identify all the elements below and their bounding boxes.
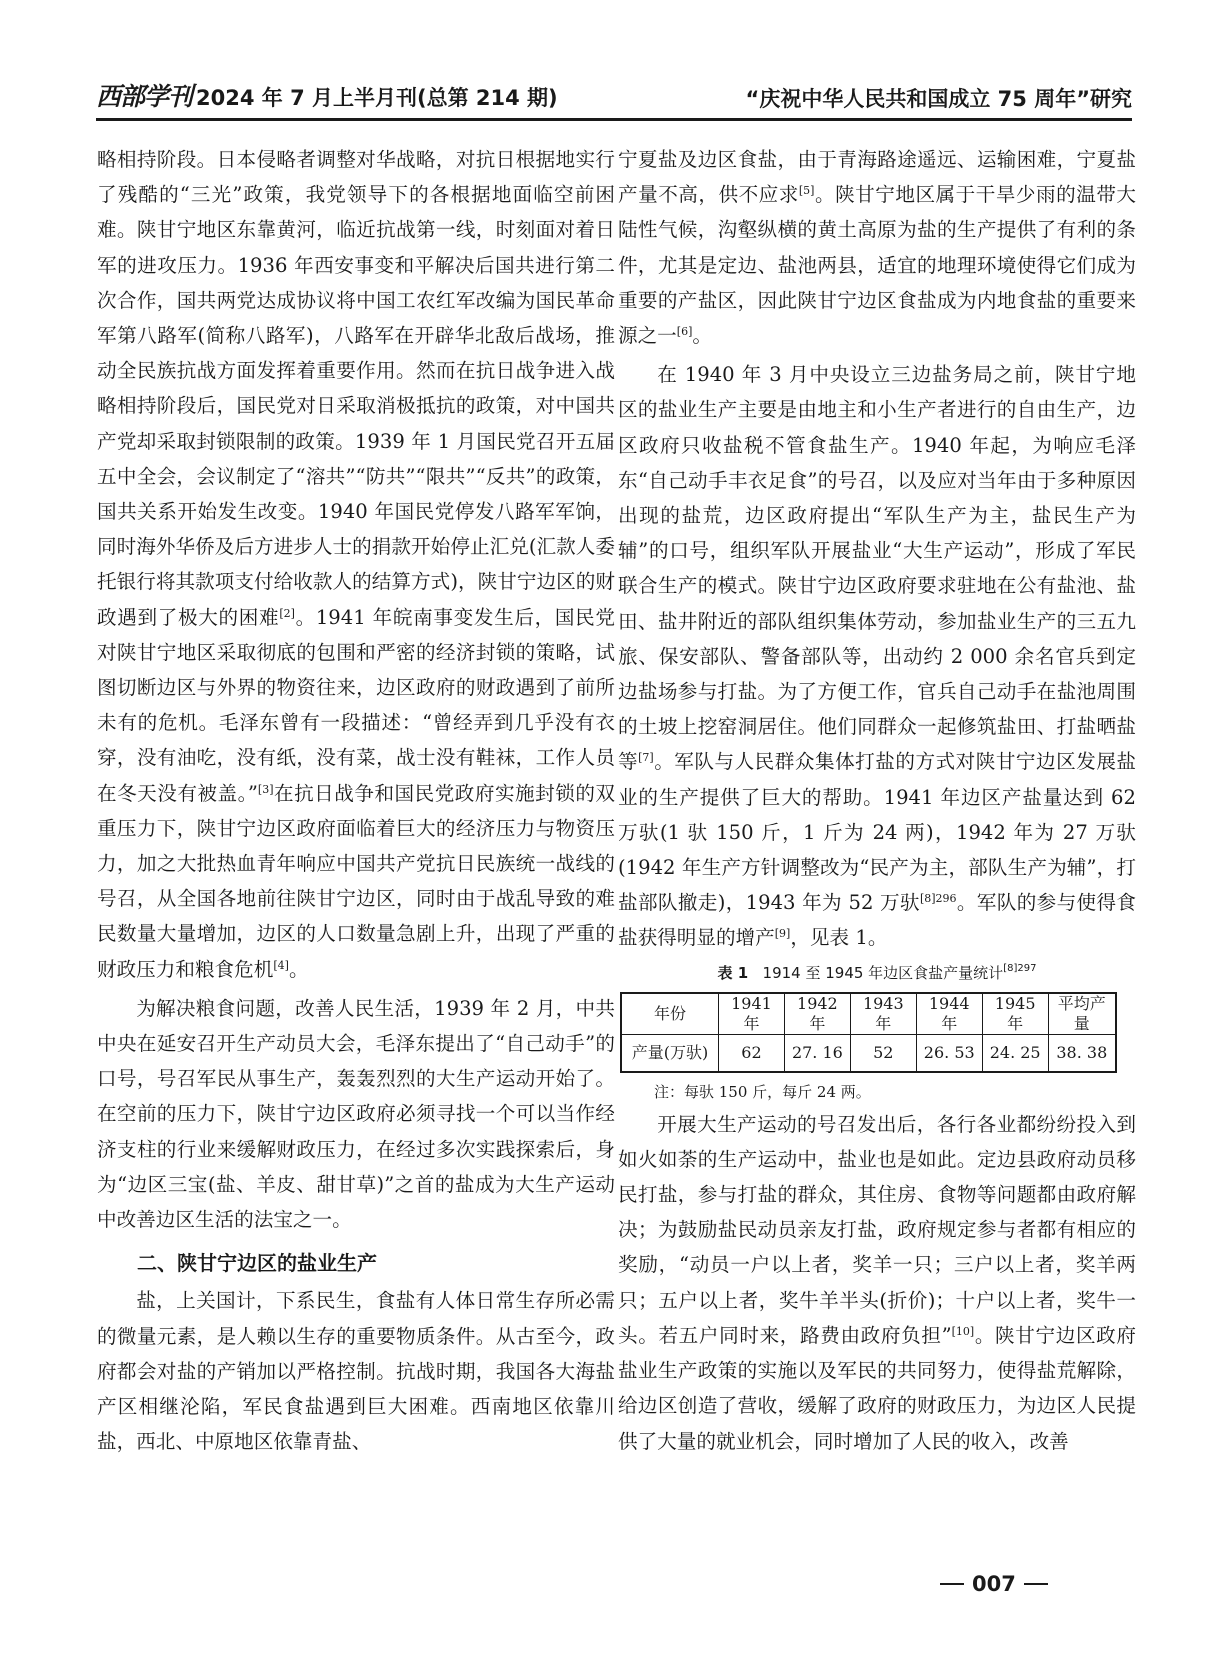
paragraph: 为解决粮食问题，改善人民生活，1939 年 2 月，中共中央在延安召开生产动员大会，毛泽东提出了“自己动手”的口号，号召军民从事生产，轰轰烈烈的大生产运动开始了。在空前的压力下，陕甘宁边区政府必须寻找一个可以当作经济支柱的行业来缓解财政压力，在经过多次实践探索后，身为“边区三宝(盐、羊皮、甜甘草)”之首的盐成为大生产运动中改善边区生活的法宝之一。 xyxy=(97,996,615,1232)
running-header xyxy=(96,80,1132,121)
page-number xyxy=(940,1572,1060,1596)
paragraph: 开展大生产运动的号召发出后，各行各业都纷纷投入到如火如荼的生产运动中，盐业也是如此。定边县政府动员移民打盐，参与打盐的群众，其住房、食物等问题都由政府解决；为鼓励盐民动员亲友打盐，政府规定参与者都有相应的奖励，“动员一户以上者，奖羊一只；三户以上者，奖羊两只；五户以上者，奖牛羊半头(折价)；十户以上者，奖牛一头。若五户同时来，路费由政府负担”[10]。陕甘宁边区政府盐业生产政策的实施以及军民的共同努力，使得盐荒解除，给边区创造了营收，缓解了政府的财政压力，为边区人民提供了大量的就业机会，同时增加了人民的收入，改善 xyxy=(618,1112,1136,1453)
page-number-text: 007 xyxy=(972,1572,1016,1596)
table-cell: 24. 25 xyxy=(982,1034,1048,1072)
table-note: 注：每驮 150 斤，每斤 24 两。 xyxy=(654,1082,871,1101)
left-column xyxy=(97,142,615,1459)
table-header-cell: 1943 年 xyxy=(850,993,916,1035)
section-heading: 二、陕甘宁边区的盐业生产 xyxy=(137,1251,377,1276)
table-header-cell: 年份 xyxy=(621,993,719,1035)
citation-ref: [8]296 xyxy=(919,892,957,906)
citation-ref: [7] xyxy=(638,751,654,765)
paragraph: 在 1940 年 3 月中央设立三边盐务局之前，陕甘宁地区的盐业生产主要是由地主和小生产者进行的自由生产，边区政府只收盐税不管食盐生产。1940 年起，为响应毛泽东“自己动手丰衣足食”的号召，以及应对当年由于多种原因出现的盐荒，边区政府提出“军队生产为主，盐民生产为辅”的口号，组织军队开展盐业“大生产运动”，形成了军民联合生产的模式。陕甘宁边区政府要求驻地在公有盐池、盐田、盐井附近的部队组织集体劳动，参加盐业生产的三五九旅、保安部队、警备部队等，出动约 2 000 余名官兵到定边盐场参与打盐。为了方便工作，官兵自己动手在盐池周围的土坡上挖窑洞居住。他们同群众一起修筑盐田、打盐晒盐等[7]。军队与人民群众集体打盐的方式对陕甘宁边区发展盐业的生产提供了巨大的帮助。1941 年边区产盐量达到 62 万驮(1 驮 150 斤，1 斤为 24 两)，1942 年为 27 万驮(1942 年生产方针调整改为“民产为主，部队生产为辅”，打盐部队撤走)，1943 年为 52 万驮$^{[8]296}$。军队的参与使得食盐获得明显的增产[9]，见表 1。 xyxy=(618,363,1137,950)
citation-ref: [5] xyxy=(798,184,815,198)
table-header-cell: 平均产量 xyxy=(1048,993,1116,1035)
table-cell: 27. 16 xyxy=(784,1034,850,1072)
table-label: 表 1 xyxy=(717,963,749,982)
table-cell: 52 xyxy=(850,1034,916,1072)
dash-left xyxy=(940,1583,964,1585)
issue-info: 2024 年 7 月上半月刊(总第 214 期) xyxy=(196,86,558,110)
citation-ref: [8]297 xyxy=(1003,962,1037,974)
table-cell: 38. 38 xyxy=(1048,1034,1116,1072)
right-column xyxy=(618,142,1136,1459)
paragraph: 略相持阶段。日本侵略者调整对华战略，对抗日根据地实行了残酷的“三光”政策，我党领导下的各根据地面临空前困难。陕甘宁地区东靠黄河，临近抗战第一线，时刻面对着日军的进攻压力。1936 年西安事变和平解决后国共进行第二次合作，国共两党达成协议将中国工农红军改编为国民革命军第八路军(简称八路军)，八路军在开辟华北敌后战场，推动全民族抗战方面发挥着重要作用。然而在抗日战争进入战略相持阶段后，国民党对日采取消极抵抗的政策，对中国共产党却采取封锁限制的政策。1939 年 1 月国民党召开五届五中全会，会议制定了“溶共”“防共”“限共”“反共”的政策，国共关系开始发生改变。1940 年国民党停发八路军军饷，同时海外华侨及后方进步人士的捐款开始停止汇兑(汇款人委托银行将其款项支付给收款人的结算方式)，陕甘宁边区的财政遇到了极大的困难[2]。1941 年皖南事变发生后，国民党对陕甘宁地区采取彻底的包围和严密的经济封锁的策略，试图切断边区与外界的物资往来，边区政府的财政遇到了前所未有的危机。毛泽东曾有一段描述：“曾经弄到几乎没有衣穿，没有油吃，没有纸，没有菜，战士没有鞋袜，工作人员在冬天没有被盖。”[3]在抗日战争和国民党政府实施封锁的双重压力下，陕甘宁边区政府面临着巨大的经济压力与物资压力，加之大批热血青年响应中国共产党抗日民族统一战线的号召，从全国各地前往陕甘宁边区，同时由于战乱导致的难民数量大量增加，边区的人口数量急剧上升，出现了严重的财政压力和粮食危机[4]。 xyxy=(97,148,616,981)
column-title: “庆祝中华人民共和国成立 75 周年”研究 xyxy=(745,87,1132,111)
table-row-label: 产量(万驮) xyxy=(621,1034,719,1072)
citation-ref: [9] xyxy=(774,927,791,941)
salt-production-table xyxy=(620,992,1117,1073)
table-header-cell: 1942 年 xyxy=(784,993,850,1035)
citation-ref: [6] xyxy=(676,325,693,339)
table-cell: 62 xyxy=(719,1034,785,1072)
table-header-cell: 1941 年 xyxy=(719,993,785,1035)
paragraph: 宁夏盐及边区食盐，由于青海路途遥远、运输困难，宁夏盐产量不高，供不应求[5]。陕甘宁地区属于干旱少雨的温带大陆性气候，沟壑纵横的黄土高原为盐的生产提供了有利的条件，尤其是定边、盐池两县，适宜的地理环境使得它们成为重要的产盐区，因此陕甘宁边区食盐成为内地食盐的重要来源之一[6]。 xyxy=(618,148,1137,348)
header-left xyxy=(96,77,558,118)
paragraph: 盐，上关国计，下系民生，食盐有人体日常生存所必需的微量元素，是人赖以生存的重要物质条件。从古至今，政府都会对盐的产销加以严格控制。抗战时期，我国各大海盐产区相继沦陷，军民食盐遇到巨大困难。西南地区依靠川盐，西北、中原地区依靠青盐、 xyxy=(97,1289,615,1454)
table-title: 1914 至 1945 年边区食盐产量统计 xyxy=(762,963,1004,982)
citation-ref: [4] xyxy=(273,958,289,972)
table-cell: 26. 53 xyxy=(916,1034,982,1072)
dash-right xyxy=(1024,1583,1048,1585)
table-header-cell: 1944 年 xyxy=(916,993,982,1035)
journal-logo: 西部学刊 xyxy=(96,82,193,111)
citation-ref: [2] xyxy=(279,606,295,620)
table-header-row xyxy=(621,993,1116,1035)
citation-ref: [10] xyxy=(951,1324,975,1338)
table-caption xyxy=(618,960,1136,986)
table-header-cell: 1945 年 xyxy=(982,993,1048,1035)
table-row xyxy=(621,1034,1116,1072)
citation-ref: [3] xyxy=(257,782,274,796)
